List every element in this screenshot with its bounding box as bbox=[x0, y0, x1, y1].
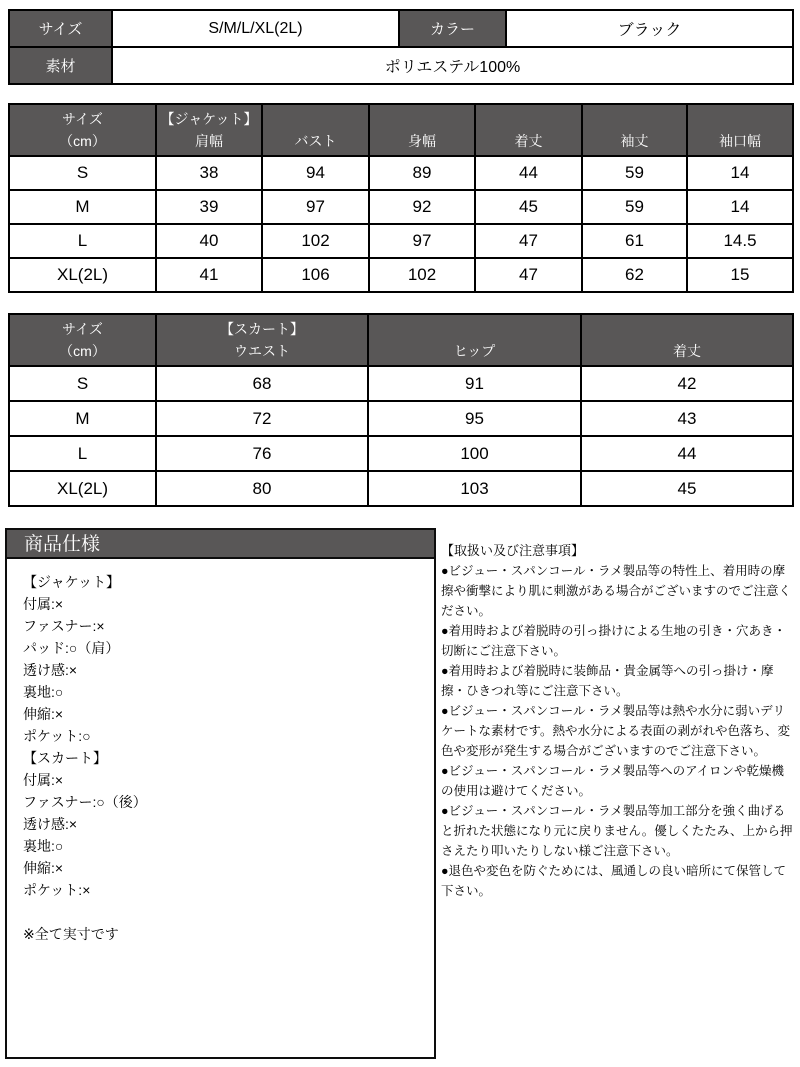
value-cell: 14.5 bbox=[687, 224, 793, 258]
spec-line: ファスナー:○（後） bbox=[23, 794, 147, 810]
table-row bbox=[9, 436, 793, 471]
header-line: 袖口幅 bbox=[719, 133, 761, 149]
header-line: ウエスト bbox=[234, 343, 290, 359]
spec-note-actual-size: ※全て実寸です bbox=[23, 926, 119, 942]
notes-title: 【取扱い及び注意事項】 bbox=[441, 543, 585, 558]
size-cell: S bbox=[9, 366, 156, 401]
note-item: ●退色や変色を防ぐためには、風通しの良い暗所にて保管して下さい。 bbox=[441, 864, 787, 898]
header-line: ヒップ bbox=[453, 343, 496, 359]
header-line: 着丈 bbox=[514, 133, 543, 149]
spec-line: 伸縮:× bbox=[23, 706, 64, 722]
header-line bbox=[263, 108, 368, 130]
jacket-bust-header-cell bbox=[262, 104, 369, 156]
table-row bbox=[9, 366, 793, 401]
value-cell: 47 bbox=[475, 258, 582, 292]
value-cell: 103 bbox=[368, 471, 581, 506]
jacket-sleeve-header-cell bbox=[582, 104, 687, 156]
size-label-cell: サイズ bbox=[9, 10, 112, 47]
table-row bbox=[9, 258, 793, 292]
spec-line: 付属:× bbox=[23, 772, 64, 788]
value-cell: 76 bbox=[156, 436, 368, 471]
notes-section bbox=[441, 541, 796, 901]
header-line: サイズ bbox=[62, 111, 103, 127]
size-cell: S bbox=[9, 156, 156, 190]
info-table bbox=[8, 9, 794, 85]
spec-line: 透け感:× bbox=[23, 662, 78, 678]
value-cell: 62 bbox=[582, 258, 687, 292]
header-line: 袖丈 bbox=[620, 133, 649, 149]
value-cell: 91 bbox=[368, 366, 581, 401]
jacket-cuff-header-cell bbox=[687, 104, 793, 156]
value-cell: 41 bbox=[156, 258, 262, 292]
value-cell: 97 bbox=[369, 224, 475, 258]
header-line: 肩幅 bbox=[195, 133, 223, 149]
spec-line: ファスナー:× bbox=[23, 618, 105, 634]
note-item: ●着用時および着脱時に装飾品・貴金属等への引っ掛け・摩擦・ひきつれ等にご注意下さい。 bbox=[441, 664, 774, 698]
header-line: 【ジャケット】 bbox=[160, 111, 258, 127]
size-cell: XL(2L) bbox=[9, 471, 156, 506]
jacket-table-header-row bbox=[9, 104, 793, 156]
jacket-size-table bbox=[8, 103, 794, 293]
value-cell: 47 bbox=[475, 224, 582, 258]
note-item: ●ビジュー・スパンコール・ラメ製品等へのアイロンや乾燥機の使用は避けてください。 bbox=[441, 764, 785, 798]
table-row bbox=[9, 471, 793, 506]
note-item: ●ビジュー・スパンコール・ラメ製品等は熱や水分に弱いデリケートな素材です。熱や水分による表面の剥がれや色落ち、変色や変形が発生する場合がございますのでご注意下さい。 bbox=[441, 704, 791, 758]
value-cell: 59 bbox=[582, 156, 687, 190]
spec-line: 【ジャケット】 bbox=[23, 574, 121, 590]
spec-line: 伸縮:× bbox=[23, 860, 64, 876]
table-row bbox=[9, 10, 793, 47]
note-item: ●ビジュー・スパンコール・ラメ製品等の特性上、着用時の摩擦や衝撃により肌に刺激がある場合がございますのでご注意ください。 bbox=[441, 564, 792, 618]
size-cm-header-cell bbox=[9, 314, 156, 366]
note-item: ●着用時および着脱時の引っ掛けによる生地の引き・穴あき・切断にご注意下さい。 bbox=[441, 624, 787, 658]
spec-line: 裏地:○ bbox=[23, 838, 64, 854]
size-cell: M bbox=[9, 190, 156, 224]
value-cell: 72 bbox=[156, 401, 368, 436]
color-value-cell: ブラック bbox=[506, 10, 793, 47]
header-line: バスト bbox=[294, 133, 337, 149]
spec-line: ポケット:○ bbox=[23, 728, 91, 744]
value-cell: 15 bbox=[687, 258, 793, 292]
spec-box-body bbox=[7, 559, 434, 945]
note-item: ●ビジュー・スパンコール・ラメ製品等加工部分を強く曲げると折れた状態になり元に戻りません。優しくたたみ、上から押さえたり叩いたりしない様ご注意下さい。 bbox=[441, 804, 793, 858]
value-cell: 14 bbox=[687, 190, 793, 224]
spec-line: ポケット:× bbox=[23, 882, 91, 898]
skirt-length-header-cell bbox=[581, 314, 793, 366]
spec-line: パッド:○（肩） bbox=[23, 640, 120, 656]
value-cell: 43 bbox=[581, 401, 793, 436]
value-cell: 42 bbox=[581, 366, 793, 401]
spec-line-blank bbox=[23, 901, 418, 923]
value-cell: 44 bbox=[581, 436, 793, 471]
header-line: 【スカート】 bbox=[220, 321, 304, 337]
header-line: （cm） bbox=[59, 133, 106, 149]
spec-box bbox=[5, 528, 436, 1059]
value-cell: 106 bbox=[262, 258, 369, 292]
size-cell: M bbox=[9, 401, 156, 436]
value-cell: 100 bbox=[368, 436, 581, 471]
value-cell: 45 bbox=[475, 190, 582, 224]
skirt-hip-header-cell bbox=[368, 314, 581, 366]
value-cell: 44 bbox=[475, 156, 582, 190]
header-line bbox=[476, 108, 581, 130]
material-label-cell: 素材 bbox=[9, 47, 112, 84]
size-cell: XL(2L) bbox=[9, 258, 156, 292]
value-cell: 61 bbox=[582, 224, 687, 258]
jacket-length-header-cell bbox=[475, 104, 582, 156]
header-line bbox=[369, 318, 580, 340]
value-cell: 94 bbox=[262, 156, 369, 190]
size-cell: L bbox=[9, 436, 156, 471]
table-row bbox=[9, 47, 793, 84]
value-cell: 14 bbox=[687, 156, 793, 190]
value-cell: 102 bbox=[262, 224, 369, 258]
header-line: 着丈 bbox=[673, 343, 701, 359]
header-line: 身幅 bbox=[408, 133, 436, 149]
spec-box-title: 商品仕様 bbox=[7, 530, 434, 559]
value-cell: 80 bbox=[156, 471, 368, 506]
table-row bbox=[9, 156, 793, 190]
skirt-table-header-row bbox=[9, 314, 793, 366]
table-row bbox=[9, 190, 793, 224]
spec-line: 透け感:× bbox=[23, 816, 78, 832]
value-cell: 68 bbox=[156, 366, 368, 401]
skirt-size-table bbox=[8, 313, 794, 507]
spec-line: 裏地:○ bbox=[23, 684, 64, 700]
value-cell: 45 bbox=[581, 471, 793, 506]
header-line bbox=[583, 108, 686, 130]
value-cell: 92 bbox=[369, 190, 475, 224]
size-value-cell: S/M/L/XL(2L) bbox=[112, 10, 399, 47]
header-line: サイズ bbox=[62, 321, 103, 337]
spec-line: 付属:× bbox=[23, 596, 64, 612]
value-cell: 95 bbox=[368, 401, 581, 436]
value-cell: 97 bbox=[262, 190, 369, 224]
size-cm-header-cell bbox=[9, 104, 156, 156]
header-line bbox=[582, 318, 792, 340]
value-cell: 39 bbox=[156, 190, 262, 224]
value-cell: 38 bbox=[156, 156, 262, 190]
table-row bbox=[9, 401, 793, 436]
color-label-cell: カラー bbox=[399, 10, 506, 47]
spec-line: 【スカート】 bbox=[23, 750, 107, 766]
header-line bbox=[688, 108, 792, 130]
value-cell: 102 bbox=[369, 258, 475, 292]
jacket-width-header-cell bbox=[369, 104, 475, 156]
skirt-waist-header-cell bbox=[156, 314, 368, 366]
header-line: （cm） bbox=[59, 343, 106, 359]
material-value-cell: ポリエステル100% bbox=[112, 47, 793, 84]
header-line bbox=[370, 108, 474, 130]
value-cell: 89 bbox=[369, 156, 475, 190]
value-cell: 59 bbox=[582, 190, 687, 224]
table-row bbox=[9, 224, 793, 258]
value-cell: 40 bbox=[156, 224, 262, 258]
size-cell: L bbox=[9, 224, 156, 258]
jacket-shoulder-header-cell bbox=[156, 104, 262, 156]
